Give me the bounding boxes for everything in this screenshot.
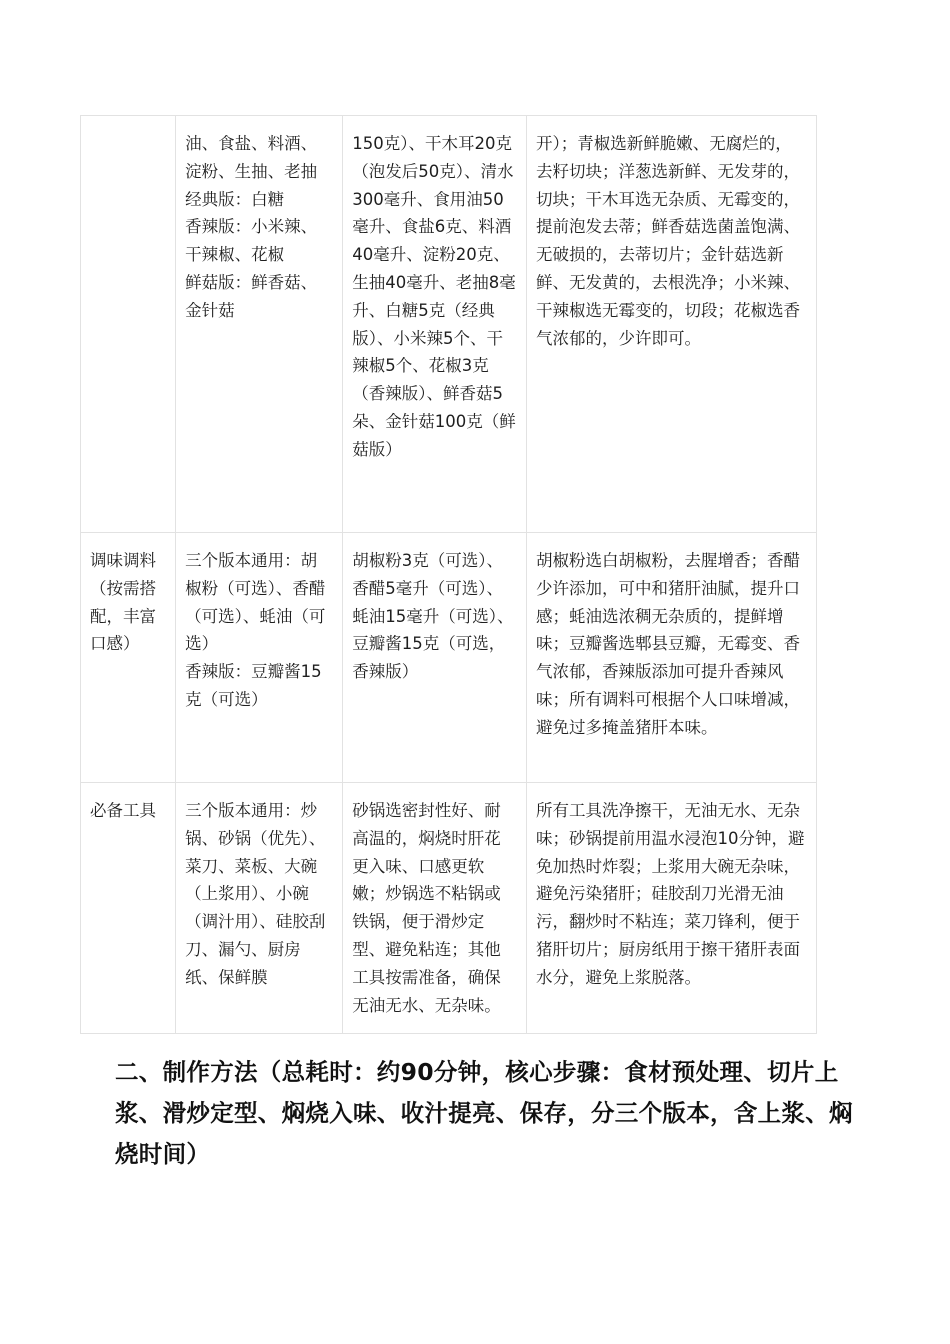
items-line: 香辣版：小米辣、干辣椒、花椒: [185, 217, 318, 265]
amounts-cell: 砂锅选密封性好、耐高温的，焖烧时肝花更入味、口感更软嫩；炒锅选不粘锅或铁锅，便于滑炒定型、避免粘连；其他工具按需准备，确保无油无水、无杂味。: [343, 783, 527, 1034]
items-cell: [176, 783, 343, 1034]
amounts-cell: 150克）、干木耳20克（泡发后50克）、清水300毫升、食用油50毫升、食盐6克、料酒40毫升、淀粉20克、生抽40毫升、老抽8毫升、白糖5克（经典版）、小米辣5个、干辣椒5个、花椒3克（香辣版）、鲜香菇5朵、金针菇100克（鲜菇版）: [343, 116, 527, 533]
items-line: 经典版：白糖: [185, 189, 285, 209]
table-row: [81, 533, 817, 783]
category-cell: 必备工具: [81, 783, 176, 1034]
ingredients-table: [80, 115, 817, 1034]
items-line: 三个版本通用：胡椒粉（可选）、香醋（可选）、蚝油（可选）: [185, 551, 326, 654]
amounts-cell: 胡椒粉3克（可选）、香醋5毫升（可选）、蚝油15毫升（可选）、豆瓣酱15克（可选，香辣版）: [343, 533, 527, 783]
table-row: [81, 116, 817, 533]
items-line: 香辣版：豆瓣酱15克（可选）: [185, 662, 322, 709]
category-cell: 调味调料（按需搭配，丰富口感）: [81, 533, 176, 783]
items-cell: [176, 533, 343, 783]
section-heading: 二、制作方法（总耗时：约90分钟，核心步骤：食材预处理、切片上浆、滑炒定型、焖烧入味、收汁提亮、保存，分三个版本，含上浆、焖烧时间）: [115, 1058, 853, 1168]
notes-cell: 开）；青椒选新鲜脆嫩、无腐烂的，去籽切块；洋葱选新鲜、无发芽的，切块；干木耳选无杂质、无霉变的，提前泡发去蒂；鲜香菇选菌盖饱满、无破损的，去蒂切片；金针菇选新鲜、无发黄的，去根洗净；小米辣、干辣椒选无霉变的，切段；花椒选香气浓郁的，少许即可。: [527, 116, 817, 533]
category-cell: [81, 116, 176, 533]
notes-cell: 胡椒粉选白胡椒粉，去腥增香；香醋少许添加，可中和猪肝油腻，提升口感；蚝油选浓稠无杂质的，提鲜增味；豆瓣酱选郫县豆瓣，无霉变、香气浓郁，香辣版添加可提升香辣风味；所有调料可根据个人口味增减，避免过多掩盖猪肝本味。: [527, 533, 817, 783]
items-line: 油、食盐、料酒、淀粉、生抽、老抽: [185, 134, 318, 181]
notes-cell: 所有工具洗净擦干，无油无水、无杂味；砂锅提前用温水浸泡10分钟，避免加热时炸裂；上浆用大碗无杂味，避免污染猪肝；硅胶刮刀光滑无油污，翻炒时不粘连；菜刀锋利，便于猪肝切片；厨房纸用于擦干猪肝表面水分，避免上浆脱落。: [527, 783, 817, 1034]
items-cell: [176, 116, 343, 533]
items-line: 鲜菇版：鲜香菇、金针菇: [185, 272, 318, 320]
items-line: 三个版本通用：炒锅、砂锅（优先）、菜刀、菜板、大碗（上浆用）、小碗（调汁用）、硅胶刮刀、漏勺、厨房纸、保鲜膜: [185, 801, 326, 987]
table-row: [81, 783, 817, 1034]
